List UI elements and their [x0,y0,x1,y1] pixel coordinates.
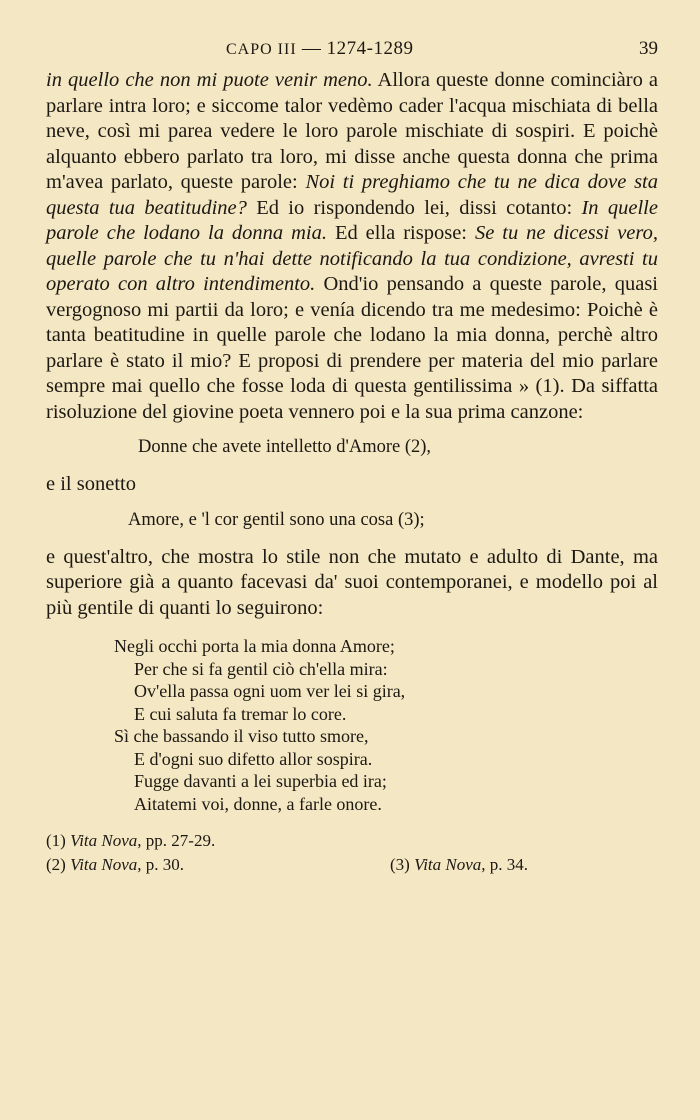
footnote-mark: (3) [390,855,410,874]
paragraph-2: e quest'altro, che mostra lo stile non che mutato e adulto di Dante, ma superiore già a quanto facevasi da' suoi contemporanei, e modello poi al più gentile di quanti lo seguirono: [46,545,658,619]
footnote-row-2 [46,853,658,877]
page-number: 39 [639,38,658,59]
footnote-title: Vita Nova, [414,855,486,874]
poem-line: E cui saluta fa tremar lo core. [134,703,347,724]
text-run-2: Ed io rispondendo lei, dissi cotanto: [246,196,582,219]
footnote-pages: p. 34. [485,855,529,874]
header-dash: — [301,38,322,59]
poem-line: Fugge davanti a lei superbia ed ira; [134,771,387,791]
footnote-pages: p. 30. [141,855,185,874]
text-run-4: Ond'io pensando a queste parole, quasi vergognoso mi partii da loro; e venía dicendo tra me medesimo: Poichè è tanta beatitudine in quelle parole che lodano la mia donna, perchè altro parlare è stato il mio? E proposi di prendere per materia del mio parlare sempre mai quello che fosse loda di questa gentilissima » (1). Da siffatta risoluzione del giovine poeta vennero poi e la sua prima canzone: [46,273,658,423]
italic-quote-4: Se tu ne dicessi vero, quelle parole che tu n'hai dette notificando la tua condizione, avresti tu operato con altro intendimento. [46,222,658,295]
sonnet-first-line: Amore, e 'l cor gentil sono una cosa (3); [128,509,425,530]
poem-line: Per che si fa gentil ciò ch'ella mira: [134,658,388,679]
footnote-mark: (1) [46,831,66,850]
footnotes [46,829,658,877]
footnote-pages: pp. 27-29. [141,831,216,850]
running-title [226,38,414,60]
text-run-3: Ed ella rispose: [327,222,475,244]
running-header [46,38,658,68]
poem-line: E d'ogni suo difetto allor sospira. [134,748,373,769]
footnote-title: Vita Nova, [70,855,142,874]
footnote-2 [46,855,184,874]
footnote-mark: (2) [46,855,66,874]
italic-quote-1: in quello che non mi puote venir meno. [46,69,373,91]
sonnet-poem [114,635,658,815]
text-run-1: Allora queste donne cominciàro a parlare intra loro; e siccome talor vedèmo cader l'acqua mischiata di bella neve, così mi parea vedere le loro parole mischiate di sospiri. E poichè alquanto ebbero parlato tra loro, mi disse anche questa donna che prima m'avea parlato, queste parole: [46,69,658,193]
poem-line: Sì che bassando il viso tutto smore, [114,726,369,746]
italic-quote-2: Noi ti preghiamo che tu ne dica dove sta questa tua beatitudine? [46,171,659,219]
footnote-title: Vita Nova, [70,831,142,850]
chapter-label: CAPO III [226,41,297,58]
poem-line: Negli occhi porta la mia donna Amore; [114,636,395,656]
main-text [46,68,658,621]
poem-line: Aitatemi voi, donne, a farle onore. [134,793,382,814]
italic-quote-3: In quelle parole che lodano la donna mia. [46,196,658,244]
book-page [46,38,658,877]
footnote-3 [390,853,528,877]
paragraph-1 [46,68,658,425]
poem-line: Ov'ella passa ogni uom ver lei si gira, [134,681,406,701]
header-years: 1274-1289 [326,38,414,59]
connector-text: e il sonetto [46,473,136,495]
footnote-1 [46,829,658,853]
canzone-first-line: Donne che avete intelletto d'Amore (2), [138,437,432,457]
